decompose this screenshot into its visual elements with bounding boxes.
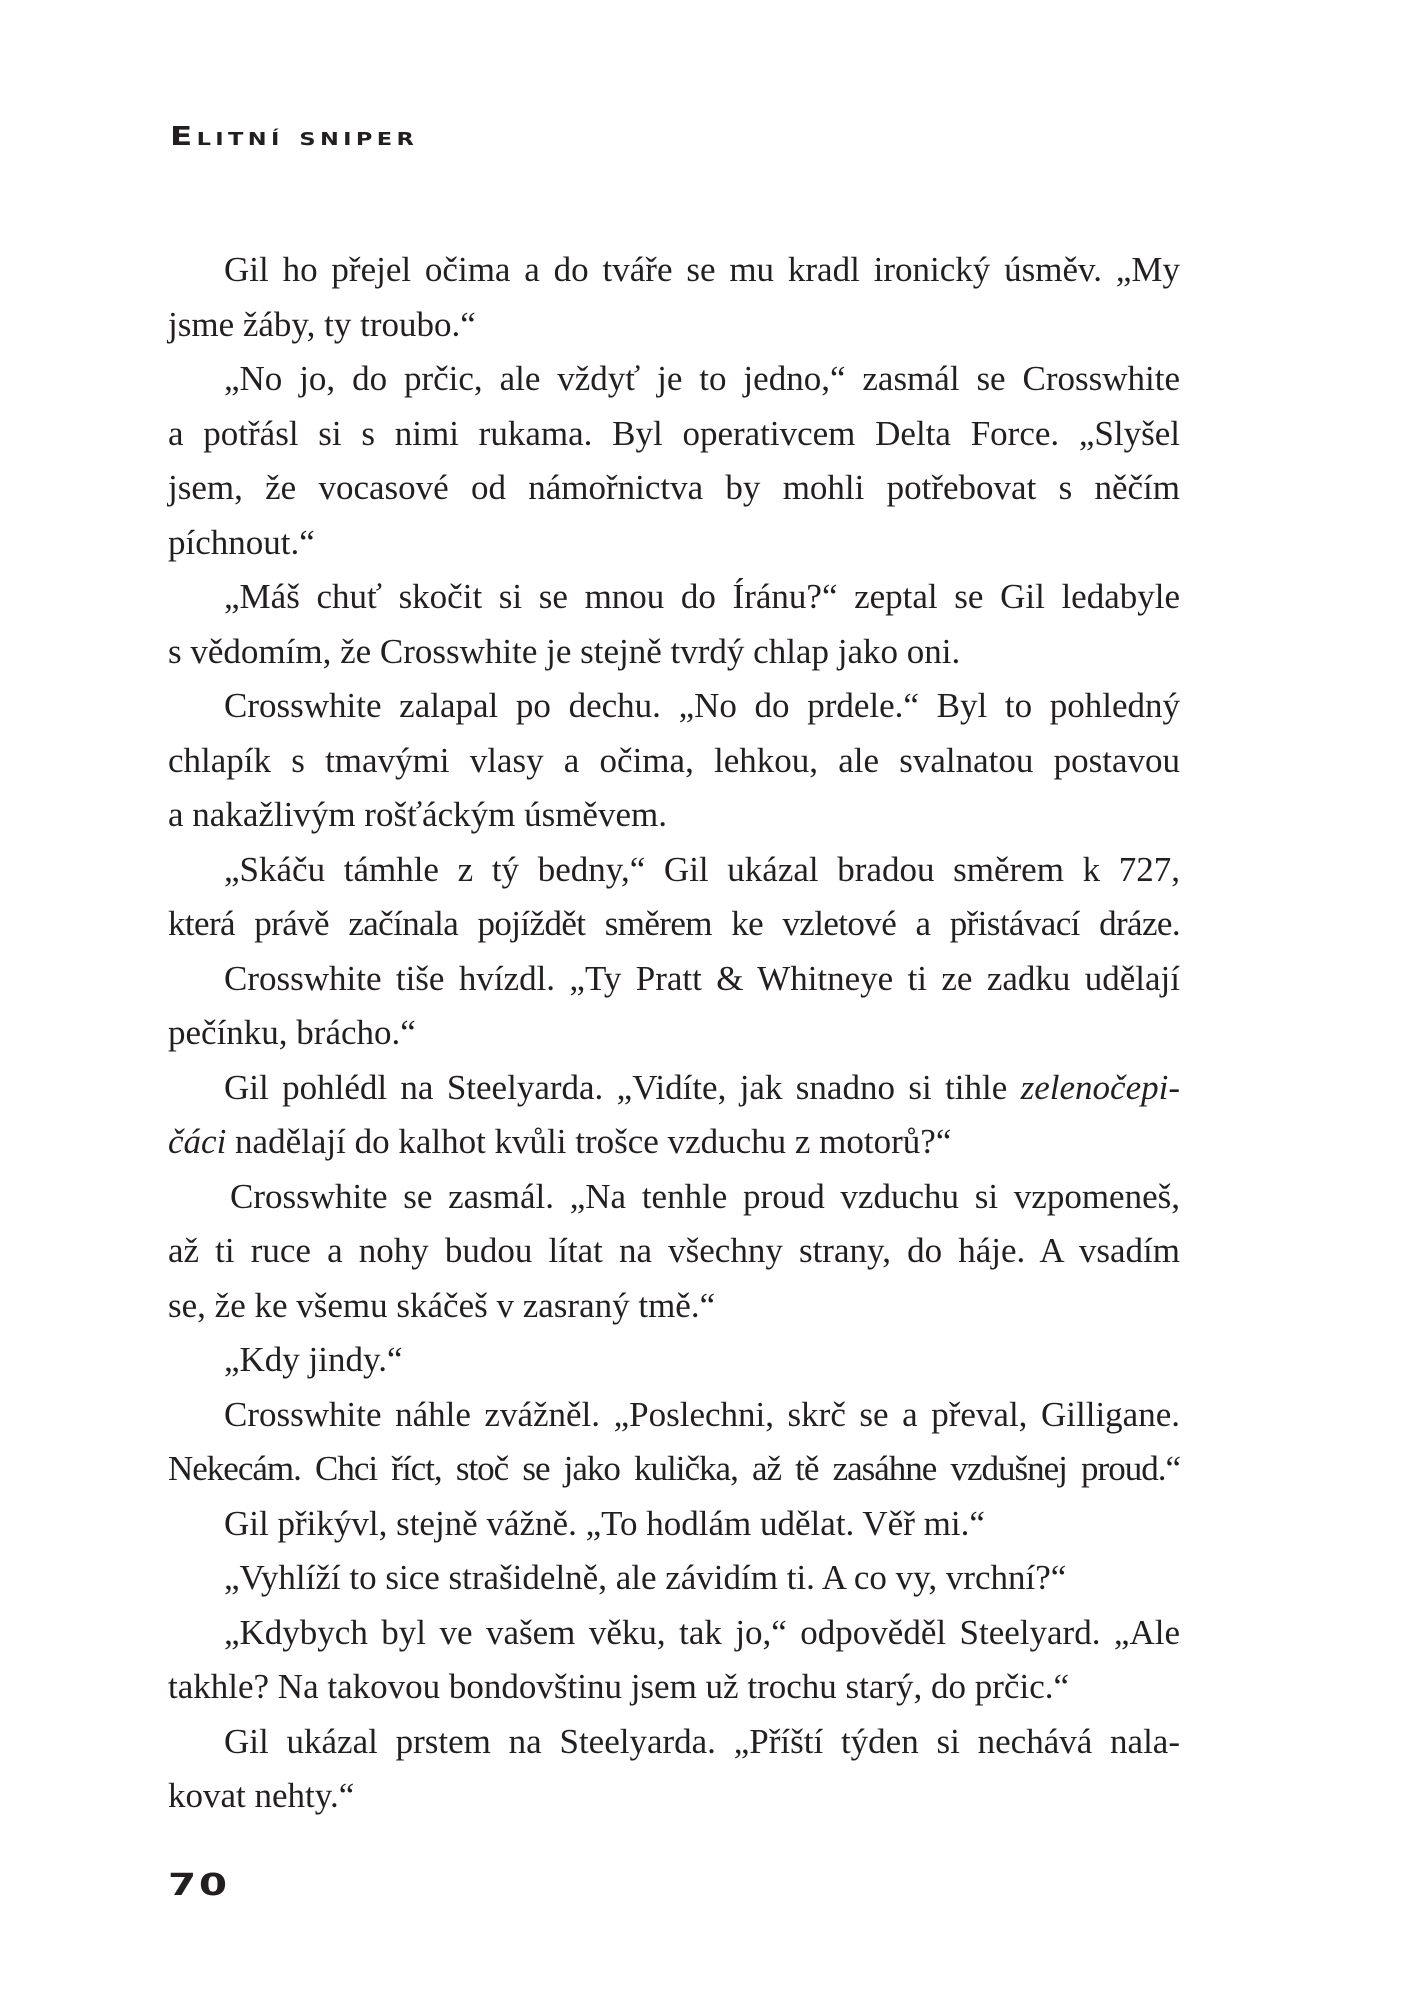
- text-line: „Kdybych byl ve vašem věku, tak jo,“ odpověděl Steelyard. „Ale: [224, 1612, 1180, 1652]
- paragraph: [168, 952, 1180, 1061]
- paragraph: [168, 570, 1180, 679]
- paragraph: [168, 1715, 1180, 1824]
- text-line: Crosswhite náhle zvážněl. „Poslechni, skrč se a převal, Gilligane.: [224, 1394, 1180, 1434]
- running-head-title: Elitní sniper: [170, 122, 419, 152]
- text-line: která právě začínala pojíždět směrem ke vzletové a přistávací dráze.: [168, 904, 1180, 943]
- text-line: chlapík s tmavými vlasy a očima, lehkou, ale svalnatou postavou: [168, 740, 1180, 780]
- body-text: [168, 243, 1180, 1824]
- text-line: [168, 1061, 1180, 1116]
- paragraph: [168, 243, 1180, 352]
- text-line: jsme žáby, ty troubo.“: [168, 304, 476, 344]
- italic-word: zelenočepi-: [1020, 1067, 1180, 1107]
- paragraph: [168, 1170, 1180, 1334]
- text-line: kovat nehty.“: [168, 1776, 355, 1815]
- text-line: jsem, že vocasové od námořnictva by mohli potřebovat s něčím: [168, 468, 1180, 507]
- italic-word: čáci: [168, 1122, 227, 1161]
- text-line: „Vyhlíží to sice strašidelně, ale závidím ti. A co vy, vrchní?“: [224, 1558, 1067, 1597]
- text-line: Crosswhite zalapal po dechu. „No do prdele.“ Byl to pohledný: [224, 686, 1180, 725]
- text-line: až ti ruce a nohy budou lítat na všechny strany, do háje. A vsadím: [168, 1231, 1180, 1270]
- text-line: takhle? Na takovou bondovštinu jsem už trochu starý, do prčic.“: [168, 1667, 1070, 1706]
- text-line: Nekecám. Chci říct, stoč se jako kulička, až tě zasáhne vzdušnej proud.“: [168, 1449, 1180, 1488]
- text-line: se, že ke všemu skáčeš v zasraný tmě.“: [168, 1285, 716, 1325]
- text-line: Crosswhite tiše hvízdl. „Ty Pratt & Whitneye ti ze zadku udělají: [224, 958, 1180, 998]
- paragraph: [168, 352, 1180, 570]
- paragraph: [168, 1388, 1180, 1497]
- text-line: pečínku, brácho.“: [168, 1013, 416, 1052]
- text-line: Gil přikývl, stejně vážně. „To hodlám udělat. Věř mi.“: [224, 1503, 985, 1543]
- text-line: Gil ho přejel očima a do tváře se mu kradl ironický úsměv. „My: [224, 250, 1180, 289]
- paragraph: [168, 1551, 1180, 1606]
- page-number: 70: [168, 1868, 230, 1903]
- paragraph: [168, 679, 1180, 843]
- text-run: Gil pohlédl na Steelyarda. „Vidíte, jak snadno si tihle: [224, 1067, 1021, 1107]
- text-line: „Máš chuť skočit si se mnou do Íránu?“ zeptal se Gil ledabyle: [224, 577, 1180, 616]
- text-line: „No jo, do prčic, ale vždyť je to jedno,“ zasmál se Crosswhite: [224, 359, 1180, 398]
- paragraph: [168, 1061, 1180, 1170]
- paragraph: [168, 1497, 1180, 1552]
- text-run: nadělají do kalhot kvůli trošce vzduchu z motorů?“: [226, 1122, 952, 1161]
- text-line: píchnout.“: [168, 522, 315, 562]
- paragraph: [168, 1606, 1180, 1715]
- text-line: „Skáču támhle z tý bedny,“ Gil ukázal bradou směrem k 727,: [224, 849, 1180, 889]
- text-line: Gil ukázal prstem na Steelyarda. „Příští týden si nechává nala-: [224, 1721, 1180, 1761]
- text-line: [168, 1115, 1180, 1170]
- text-line: „Kdy jindy.“: [224, 1340, 403, 1379]
- text-line: a nakažlivým rošťáckým úsměvem.: [168, 795, 667, 834]
- paragraph: [168, 843, 1180, 952]
- text-line: a potřásl si s nimi rukama. Byl operativcem Delta Force. „Slyšel: [168, 413, 1180, 453]
- text-line: Crosswhite se zasmál. „Na tenhle proud vzduchu si vzpomeneš,: [230, 1176, 1180, 1216]
- paragraph: [168, 1333, 1180, 1388]
- text-line: s vědomím, že Crosswhite je stejně tvrdý chlap jako oni.: [168, 631, 961, 671]
